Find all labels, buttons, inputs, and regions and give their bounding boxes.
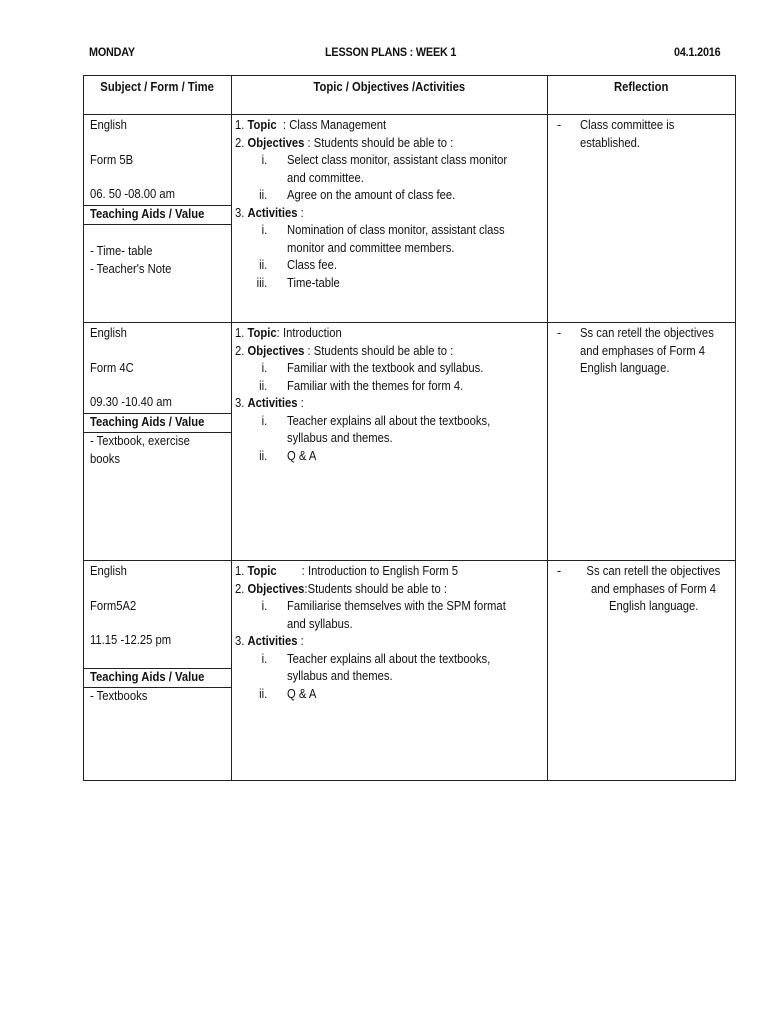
time-label: 06. 50 -08.00 am	[90, 187, 176, 201]
aids-list	[84, 433, 231, 468]
subject-cell	[84, 115, 232, 323]
activities-line: 3. Activities :	[235, 205, 304, 220]
objective-item: ii. Familiar with the themes for form 4.	[259, 378, 464, 393]
table-row	[84, 323, 736, 561]
subject-cell	[84, 323, 232, 561]
reflection-text: English language.	[608, 599, 699, 613]
aids-heading: Teaching Aids / Value	[84, 413, 231, 433]
activities-line: 3. Activities :	[235, 396, 304, 410]
activities-line: 3. Activities :	[235, 634, 304, 648]
column-header: Subject / Form / Time	[84, 76, 232, 115]
subject-label: English	[90, 326, 127, 340]
plan-cell	[232, 115, 548, 323]
reflection-cell	[548, 115, 736, 323]
activity-item: ii. Q & A	[259, 686, 317, 701]
plan-cell	[232, 561, 548, 781]
form-label: Form 5B	[90, 152, 134, 167]
objective-item: i. Select class monitor, assistant class monitor and committee.	[261, 153, 508, 185]
table-row	[84, 115, 736, 323]
reflection-text: established.	[580, 135, 641, 150]
topic-line: 1. Topic : Class Management	[235, 118, 387, 132]
plan-cell	[232, 323, 548, 561]
reflection-cell	[548, 561, 736, 781]
column-header: Topic / Objectives /Activities	[232, 76, 548, 115]
reflection-dash: -	[557, 564, 562, 578]
objectives-line: 2. Objectives : Students should be able to :	[235, 343, 454, 358]
aids-list	[84, 225, 231, 278]
reflection-dash: -	[557, 118, 562, 132]
time-label: 09.30 -10.40 am	[90, 395, 172, 409]
aids-item: - Textbooks	[90, 689, 148, 703]
table-header-row	[84, 76, 736, 115]
reflection-text: Class committee is	[580, 118, 675, 132]
header-day: MONDAY	[89, 45, 135, 59]
subject-label: English	[90, 564, 127, 578]
aids-item: - Teacher's Note	[90, 261, 172, 276]
reflection-text: Ss can retell the objectives	[586, 564, 721, 578]
activity-item: i. Nomination of class monitor, assistant class monitor and committee members.	[261, 223, 505, 255]
objectives-line: 2. Objectives:Students should be able to :	[235, 581, 448, 596]
table-row	[84, 561, 736, 781]
activity-item: i. Teacher explains all about the textbooks, syllabus and themes.	[261, 413, 491, 445]
activity-item: i. Teacher explains all about the textbooks, syllabus and themes.	[261, 651, 491, 683]
form-label: Form5A2	[90, 598, 137, 613]
activity-item: ii. Class fee.	[259, 258, 338, 272]
aids-heading: Teaching Aids / Value	[84, 205, 231, 225]
activity-item: iii. Time-table	[256, 275, 340, 290]
form-label: Form 4C	[90, 360, 134, 375]
topic-line: 1. Topic : Introduction to English Form 5	[235, 564, 459, 578]
aids-item: - Time- table	[90, 244, 153, 258]
reflection-cell	[548, 323, 736, 561]
time-label: 11.15 -12.25 pm	[90, 633, 172, 647]
header-title: LESSON PLANS : WEEK 1	[325, 45, 457, 59]
reflection-text: and emphases of Form 4	[590, 581, 717, 596]
subject-label: English	[90, 118, 127, 132]
objectives-line: 2. Objectives : Students should be able to :	[235, 135, 454, 150]
reflection-text: and emphases of Form 4	[580, 343, 706, 358]
topic-line: 1. Topic: Introduction	[235, 326, 342, 340]
aids-heading: Teaching Aids / Value	[84, 668, 231, 688]
column-header: Reflection	[548, 76, 736, 115]
aids-item: - Textbook, exercise	[90, 434, 190, 448]
reflection-dash: -	[557, 326, 562, 340]
objective-item: i. Familiarise themselves with the SPM format and syllabus.	[261, 599, 506, 631]
reflection-text: English language.	[580, 361, 670, 375]
subject-cell	[84, 561, 232, 781]
lesson-plan-table	[83, 75, 736, 781]
objective-item: ii. Agree on the amount of class fee.	[259, 188, 456, 202]
aids-item: books	[90, 451, 121, 466]
activity-item: ii. Q & A	[259, 448, 317, 463]
reflection-text: Ss can retell the objectives	[580, 326, 714, 340]
aids-list	[84, 688, 231, 706]
objective-item: i. Familiar with the textbook and syllabus.	[261, 361, 484, 375]
header-date: 04.1.2016	[674, 45, 721, 59]
